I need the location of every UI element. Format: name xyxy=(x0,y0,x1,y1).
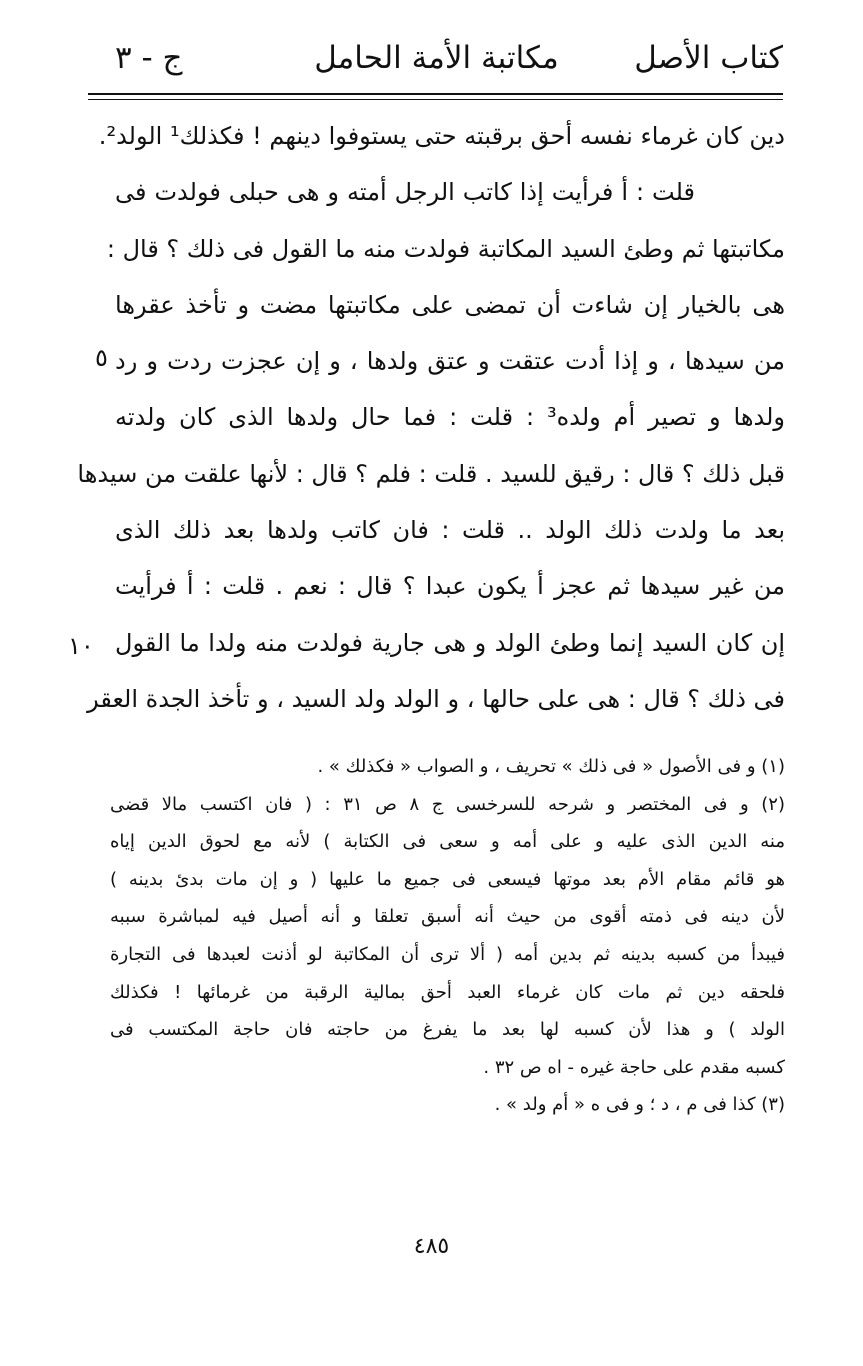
footnote-2-line: فيبدأ من كسبه بدينه ثم بدين أمه ( ألا ترى أن المكاتبة لو أذنت لعبدها فى التجارة xyxy=(110,943,785,965)
text-line: قبل ذلك ؟ قال : رقيق للسيد . قلت : فلم ؟ قال : لأنها علقت من سيدها xyxy=(77,459,785,488)
footnote-2-line: هو قائم مقام الأم بعد موتها فيسعى فى جميع ما عليها ( و إن مات بدئ بدينه ) xyxy=(110,868,785,890)
footnote-2-line: كسبه مقدم على حاجة غيره - اه ص ٣٢ . xyxy=(483,1056,785,1078)
book-title: كتاب الأصل xyxy=(634,40,783,76)
chapter-title: مكاتبة الأمة الحامل xyxy=(314,40,559,76)
line-number-5: ٥ xyxy=(95,344,108,372)
header-rule-thick xyxy=(88,93,783,95)
page-number: ٤٨٥ xyxy=(413,1234,450,1259)
text-line: دين كان غرماء نفسه أحق برقبته حتى يستوفوا دينهم ! فكذلك¹ الولد². xyxy=(98,122,785,150)
text-line: مكاتبتها ثم وطئ السيد المكاتبة فولدت منه ما القول فى ذلك ؟ قال : xyxy=(106,234,785,263)
text-line: إن كان السيد إنما وطئ الولد و هى جارية فولدت منه ولدا ما القول xyxy=(115,628,785,657)
footnote-2-line: الولد ) و هذا لأن كسبه لها بعد ما يفرغ من حاجته فان حاجة المكتسب فى xyxy=(110,1019,785,1041)
running-header xyxy=(90,40,783,90)
text-line: بعد ما ولدت ذلك الولد .. قلت : فان كاتب ولدها بعد ذلك الذى xyxy=(115,516,785,545)
footnote-2-line: منه الدين الذى عليه و على أمه و سعى فى الكتابة ) لأنه مع لحوق الدين إياه xyxy=(110,831,785,853)
volume-number: ج - ٣ xyxy=(115,40,183,76)
footnote-2-line: لأن دينه فى ذمته أقوى من حيث أنه أسبق تعلقا و أنه أصيل فيه لمباشرة سببه xyxy=(110,906,785,928)
text-line: ولدها و تصير أم ولده³ : قلت : فما حال ولدها الذى كان ولدته xyxy=(115,403,785,432)
text-line: من سيدها ، و إذا أدت عتقت و عتق ولدها ، و إن عجزت ردت و رد xyxy=(115,347,785,376)
footnote-3: (٣) كذا فى م ، د ؛ و فى ه « أم ولد » . xyxy=(494,1094,785,1116)
footnotes xyxy=(110,748,785,1124)
text-line: قلت : أ فرأيت إذا كاتب الرجل أمته و هى حبلى فولدت فى xyxy=(115,178,695,207)
header-rule-thin xyxy=(88,99,783,100)
text-line: من غير سيدها ثم عجز أ يكون عبدا ؟ قال : نعم . قلت : أ فرأيت xyxy=(115,572,785,601)
footnote-1: (١) و فى الأصول « فى ذلك » تحريف ، و الصواب « فكذلك » . xyxy=(317,756,785,777)
text-line: هى بالخيار إن شاءت أن تمضى على مكاتبتها مضت و تأخذ عقرها xyxy=(115,290,785,319)
line-number-10: ١٠ xyxy=(68,632,94,660)
footnote-2-line: (٢) و فى المختصر و شرحه للسرخسى ج ٨ ص ٣١ : ( فان اكتسب مالا قضى xyxy=(110,793,785,815)
text-line: فى ذلك ؟ قال : هى على حالها ، و الولد ولد السيد ، و تأخذ الجدة العقر xyxy=(87,684,785,713)
footnote-2-line: فلحقه دين ثم مات كان غرماء العبد أحق بمالية الرقبة من غرمائها ! فكذلك xyxy=(110,981,785,1003)
